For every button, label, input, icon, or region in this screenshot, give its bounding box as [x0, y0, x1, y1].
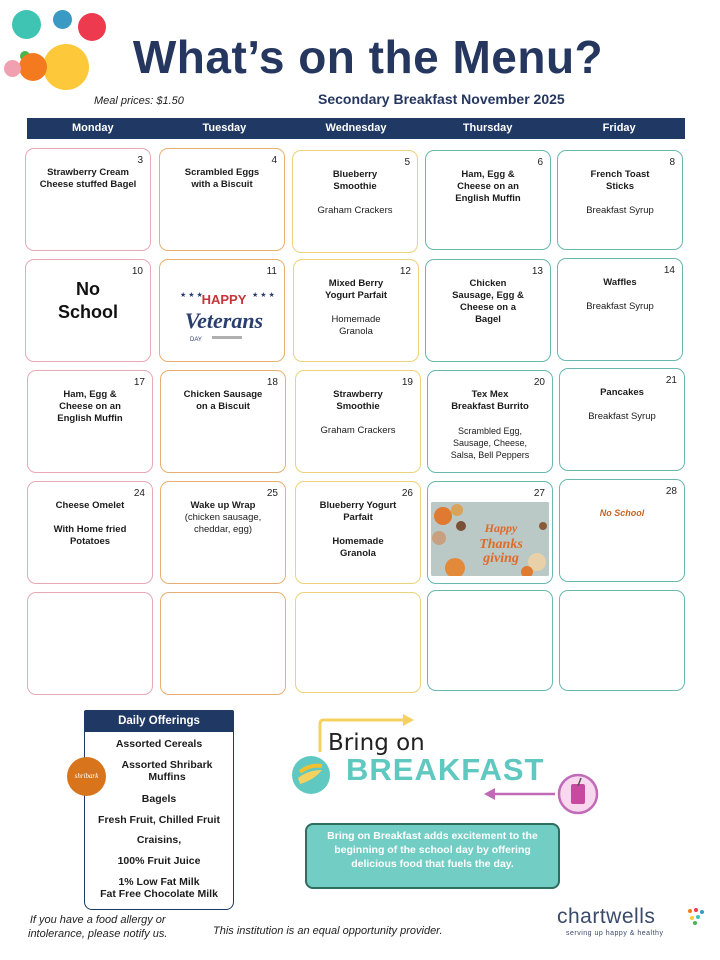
day-cell	[160, 481, 286, 584]
chartwells-dots-icon	[686, 907, 706, 927]
offering-item: Fresh Fruit, Chilled Fruit	[98, 814, 220, 826]
day-cell	[27, 481, 153, 584]
offering-item: Craisins,	[136, 834, 182, 846]
offering-item: Bagels	[141, 793, 177, 805]
day-number: 3	[137, 155, 143, 166]
day-number: 12	[399, 266, 411, 277]
menu-item	[564, 387, 680, 423]
menu-main: Blueberry Smoothie	[332, 169, 378, 192]
day-cell	[159, 259, 285, 362]
veterans-happy-text: HAPPY	[201, 292, 247, 307]
day-number: 4	[271, 155, 277, 166]
menu-main: Blueberry Yogurt Parfait	[319, 500, 397, 523]
menu-item	[430, 169, 546, 205]
day-number: 18	[266, 377, 278, 388]
chartwells-tagline: serving up happy & healthy	[566, 930, 664, 937]
menu-side: Breakfast Syrup	[588, 411, 656, 422]
day-cell	[25, 259, 151, 362]
menu-subtitle: Secondary Breakfast November 2025	[318, 91, 565, 107]
day-cell	[25, 148, 151, 251]
menu-main: Chicken Sausage on a Biscuit	[183, 389, 263, 412]
menu-main: Mixed Berry Yogurt Parfait	[324, 278, 388, 301]
day-cell	[425, 150, 551, 250]
equal-opportunity-notice: This institution is an equal opportunity provider.	[213, 925, 443, 937]
day-number: 6	[537, 157, 543, 168]
day-cell	[427, 370, 553, 473]
day-number: 10	[131, 266, 143, 277]
day-cell	[425, 259, 551, 362]
veterans-day-image	[172, 286, 276, 348]
decor-dot-yellow	[43, 44, 89, 90]
menu-side: (chicken sausage, cheddar, egg)	[184, 512, 262, 535]
menu-item	[165, 500, 281, 536]
weekday-header	[27, 118, 685, 139]
menu-side: Graham Crackers	[317, 205, 393, 216]
day-number: 8	[669, 157, 675, 168]
thanksgiving-happy-text: Happy	[484, 521, 518, 535]
offering-item: Assorted Cereals	[115, 738, 203, 750]
meal-prices: Meal prices: $1.50	[94, 95, 184, 107]
menu-main: Strawberry Cream Cheese stuffed Bagel	[39, 167, 137, 190]
day-number: 11	[266, 266, 277, 277]
day-number: 20	[533, 377, 545, 388]
menu-item	[300, 500, 416, 560]
menu-main: Ham, Egg & Cheese on an English Muffin	[455, 169, 521, 204]
menu-item	[430, 278, 546, 326]
menu-side: Homemade Granola	[332, 536, 384, 559]
offering-item: Assorted Shribark Muffins	[121, 759, 213, 783]
day-cell-empty	[295, 592, 421, 693]
day-cell-empty	[559, 590, 685, 691]
menu-item	[32, 500, 148, 548]
weekday-friday: Friday	[602, 122, 636, 134]
no-school-label: No School	[57, 279, 118, 322]
menu-main: Tex Mex Breakfast Burrito	[451, 389, 529, 412]
allergy-notice: If you have a food allergy or intolerance, please notify us.	[28, 914, 168, 940]
day-cell	[159, 148, 285, 251]
day-cell	[293, 259, 419, 362]
daily-offerings-title: Daily Offerings	[84, 710, 234, 732]
daily-offerings-box	[84, 732, 234, 910]
menu-side: Breakfast Syrup	[586, 205, 654, 216]
weekday-thursday: Thursday	[462, 122, 513, 134]
svg-text:★ ★ ★: ★ ★ ★	[180, 292, 203, 299]
day-cell	[557, 150, 683, 250]
day-cell	[292, 150, 418, 253]
veterans-day-text: DAY	[190, 337, 202, 343]
breakfast-description: Bring on Breakfast adds excitement to the beginning of the school day by offering delicious food that fuels the day.	[305, 823, 560, 889]
menu-main: Pancakes	[600, 387, 644, 398]
menu-main: Scrambled Eggs with a Biscuit	[184, 167, 260, 190]
day-number: 26	[401, 488, 413, 499]
menu-main: Waffles	[603, 277, 637, 288]
svg-text:★ ★ ★: ★ ★ ★	[252, 292, 275, 299]
menu-item	[297, 169, 413, 217]
day-number: 24	[133, 488, 145, 499]
day-number: 19	[401, 377, 413, 388]
menu-main: French Toast Sticks	[590, 169, 650, 192]
day-number: 14	[663, 265, 675, 276]
menu-item	[562, 169, 678, 217]
menu-item	[562, 277, 678, 313]
day-number: 17	[133, 377, 145, 388]
day-cell-empty	[27, 592, 153, 695]
menu-item	[165, 389, 281, 413]
offering-item: 100% Fruit Juice	[117, 855, 201, 867]
weekday-tuesday: Tuesday	[202, 122, 247, 134]
menu-side: Scrambled Egg, Sausage, Cheese, Salsa, Bell Peppers	[450, 426, 530, 460]
menu-main: Strawberry Smoothie	[333, 389, 383, 412]
day-number: 25	[266, 488, 278, 499]
decor-dot-red	[78, 13, 106, 41]
menu-main: Ham, Egg & Cheese on an English Muffin	[57, 389, 123, 424]
decor-dot-orange	[19, 53, 47, 81]
svg-text:giving: giving	[483, 551, 519, 566]
menu-main: Cheese Omelet	[55, 500, 125, 511]
menu-main: Chicken Sausage, Egg & Cheese on a Bagel	[452, 278, 524, 325]
menu-item	[32, 389, 148, 425]
day-cell	[27, 370, 153, 473]
day-number: 5	[404, 157, 410, 168]
weekday-wednesday: Wednesday	[325, 122, 387, 134]
page-title: What’s on the Menu?	[132, 31, 604, 83]
day-cell	[295, 370, 421, 473]
menu-side: With Home fried Potatoes	[53, 524, 127, 547]
day-cell	[160, 370, 286, 473]
menu-side: Graham Crackers	[320, 425, 396, 436]
day-cell	[559, 368, 685, 471]
shribark-logo: shribark	[67, 757, 106, 796]
menu-item	[164, 167, 280, 191]
breakfast-text: BREAKFAST	[346, 752, 545, 787]
menu-item	[300, 389, 416, 437]
decor-dot-pink	[4, 60, 21, 77]
offering-item: 1% Low Fat Milk Fat Free Chocolate Milk	[100, 876, 218, 900]
chartwells-logo: chartwells	[557, 905, 656, 928]
weekday-monday: Monday	[72, 122, 114, 134]
day-number: 21	[665, 375, 677, 386]
menu-side: Breakfast Syrup	[586, 301, 654, 312]
menu-item	[298, 278, 414, 338]
day-cell-empty	[160, 592, 286, 695]
day-cell-empty	[427, 590, 553, 691]
menu-item	[30, 167, 146, 191]
thanksgiving-image	[431, 502, 549, 576]
decor-dot-blue	[53, 10, 72, 29]
day-number: 27	[533, 488, 545, 499]
decor-dot-teal	[12, 10, 41, 39]
veterans-text: Veterans	[184, 308, 264, 333]
day-number: 13	[531, 266, 543, 277]
menu-main: Wake up Wrap	[190, 500, 256, 511]
day-cell	[557, 258, 683, 361]
svg-text:Thanks: Thanks	[479, 537, 523, 552]
no-school-label: No School	[599, 508, 645, 518]
menu-side: Homemade Granola	[331, 314, 381, 337]
day-cell	[559, 479, 685, 582]
day-cell	[295, 481, 421, 584]
day-cell	[427, 481, 553, 584]
bring-on-text: Bring on	[328, 730, 425, 756]
day-number: 28	[665, 486, 677, 497]
menu-item	[432, 389, 548, 461]
